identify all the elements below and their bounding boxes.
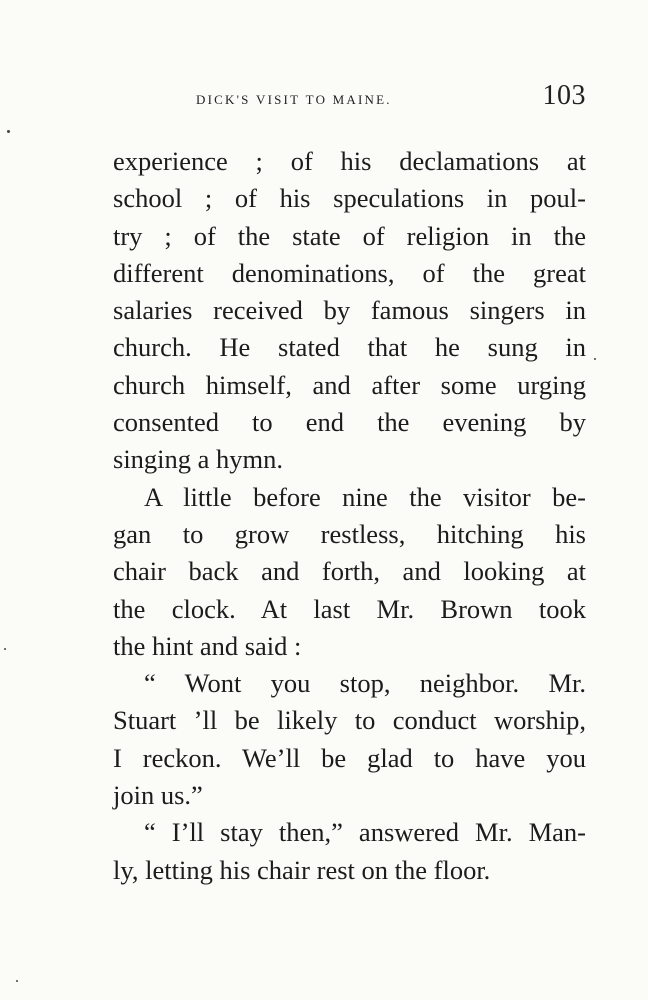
- text-line: ly, letting his chair rest on the floor.: [113, 854, 491, 885]
- text-line: experience ; of his declamations at: [113, 146, 586, 176]
- text-line: join us.”: [113, 780, 203, 811]
- text-line: consented to end the evening by: [113, 407, 586, 438]
- text-line: “ I’ll stay then,” answered Mr. Man-: [144, 817, 586, 848]
- print-speck: [7, 130, 10, 133]
- text-line: the hint and said :: [113, 630, 302, 661]
- text-line: different denominations, of the great: [113, 257, 586, 288]
- print-speck: [594, 358, 596, 360]
- text-line: chair back and forth, and looking at: [113, 556, 586, 587]
- text-line: A little before nine the visitor be-: [144, 481, 586, 512]
- text-line: singing a hymn.: [113, 444, 284, 475]
- page-number: 103: [542, 80, 586, 111]
- text-line: salaries received by famous singers in: [113, 295, 586, 326]
- text-line: the clock. At last Mr. Brown took: [113, 593, 586, 624]
- running-head: [196, 80, 586, 114]
- print-speck: [16, 980, 18, 982]
- text-line: church. He stated that he sung in: [113, 332, 586, 363]
- print-speck: [4, 648, 6, 650]
- text-line: “ Wont you stop, neighbor. Mr.: [144, 668, 586, 699]
- text-line: gan to grow restless, hitching his: [113, 518, 586, 549]
- text-line: church himself, and after some urging: [113, 369, 586, 400]
- text-line: try ; of the state of religion in the: [113, 220, 586, 251]
- text-line: I reckon. We’ll be glad to have you: [113, 742, 586, 773]
- body-text: [113, 143, 586, 889]
- text-line: school ; of his speculations in poul-: [113, 183, 586, 214]
- running-title: dick's visit to maine.: [196, 88, 392, 109]
- text-line: Stuart ’ll be likely to conduct worship,: [113, 705, 586, 736]
